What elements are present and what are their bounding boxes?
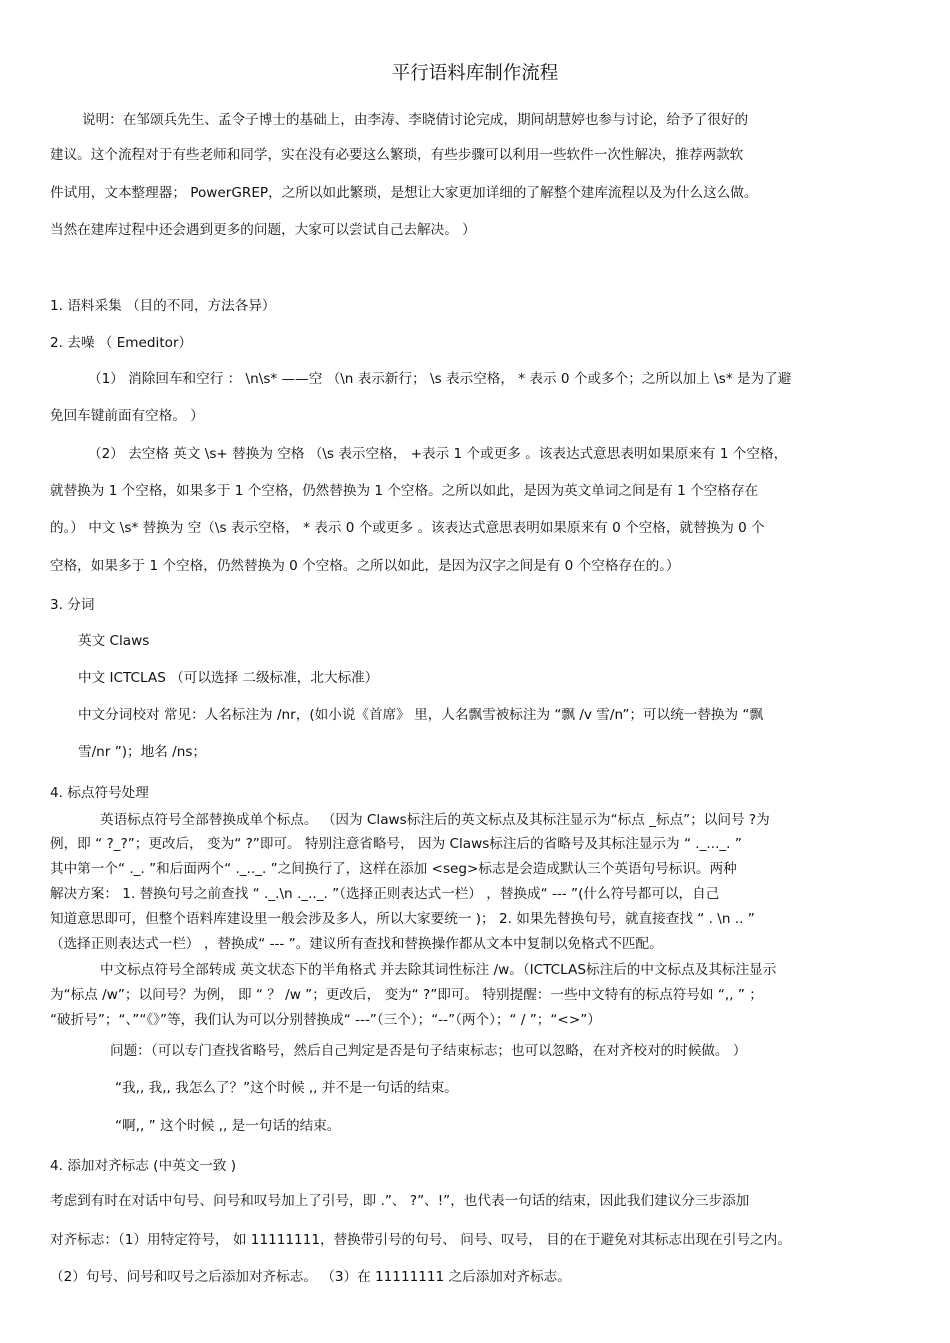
- segment-chinese: 中文 ICTCLAS （可以选择 二级标准，北大标准）: [78, 670, 379, 686]
- intro-line-4: 当然在建库过程中还会遇到更多的问题，大家可以尝试自己去解决。 ）: [50, 222, 476, 238]
- segment-english: 英文 Claws: [78, 633, 150, 649]
- section-5-heading: 4. 添加对齐标志 (中英文一致 ): [50, 1158, 237, 1174]
- denoise-line-4: 就替换为 1 个空格，如果多于 1 个空格，仍然替换为 1 个空格。之所以如此，是因为英文单词之间是有 1 个空格存在: [50, 483, 759, 499]
- question-note: 问题：（可以专门查找省略号，然后自己判定是否是句子结束标志；也可以忽略，在对齐校对的时候做。 ）: [110, 1043, 747, 1059]
- denoise-line-3: （2） 去空格 英文 \s+ 替换为 空格 （\s 表示空格， +表示 1 个或更多 。该表达式意思表明如果原来有 1 个空格，: [88, 446, 788, 462]
- example-line-2: “啊,, ” 这个时候 ,, 是一句话的结束。: [115, 1118, 341, 1134]
- punct-line-6: （选择正则表达式一栏） ，替换成“ --- ”。建议所有查找和替换操作都从文本中复制以免格式不匹配。: [50, 936, 663, 952]
- document-title: 平行语料库制作流程: [391, 63, 559, 84]
- punct-line-1: 英语标点符号全部替换成单个标点。 （因为 Claws标注后的英文标点及其标注显示为“标点 _标点”；以问号 ?为: [100, 812, 770, 828]
- denoise-line-2: 免回车键前面有空格。 ）: [50, 408, 204, 424]
- denoise-line-1: （1） 消除回车和空行 ： \n\s* ——空 （\n 表示新行； \s 表示空格， * 表示 0 个或多个；之所以加上 \s* 是为了避: [88, 371, 792, 387]
- punct-line-7: 中文标点符号全部转成 英文状态下的半角格式 并去除其词性标注 /w。（ICTCLAS标注后的中文标点及其标注显示: [100, 962, 777, 978]
- denoise-line-5: 的。） 中文 \s* 替换为 空（\s 表示空格， * 表示 0 个或更多 。该表达式意思表明如果原来有 0 个空格，就替换为 0 个: [50, 520, 765, 536]
- example-line-1: “我,, 我,, 我怎么了？”这个时候 ,, 并不是一句话的结束。: [115, 1080, 458, 1096]
- segment-check-line-1: 中文分词校对 常见：人名标注为 /nr，(如小说《首席》 里，人名飘雪被标注为 “飘 /v 雪/n”；可以统一替换为 “飘: [78, 707, 764, 723]
- section-2-heading: 2. 去噪 （ Emeditor）: [50, 335, 193, 351]
- align-line-1: 考虑到有时在对话中句号、问号和叹号加上了引号，即 .”、 ?”、!”，也代表一句话的结束，因此我们建议分三步添加: [50, 1193, 750, 1209]
- punct-line-8: 为“标点 /w”；以问号？为例， 即 “ ？ /w ”；更改后， 变为“ ?”即可。 特别提醒：一些中文特有的标点符号如 “,, ” ；: [50, 987, 763, 1003]
- segment-check-line-2: 雪/nr ”)；地名 /ns；: [78, 744, 207, 760]
- intro-line-2: 建议。这个流程对于有些老师和同学，实在没有必要这么繁琐，有些步骤可以利用一些软件一次性解决，推荐两款软: [50, 147, 744, 163]
- intro-line-3: 件试用，文本整理器； PowerGREP，之所以如此繁琐，是想让大家更加详细的了解整个建库流程以及为什么这么做。: [50, 185, 758, 201]
- denoise-line-6: 空格，如果多于 1 个空格，仍然替换为 0 个空格。之所以如此，是因为汉字之间是有 0 个空格存在的。）: [50, 558, 680, 574]
- intro-line-1: 说明：在邹颂兵先生、孟令子博士的基础上，由李涛、李晓倩讨论完成，期间胡慧婷也参与讨论，给予了很好的: [82, 112, 749, 128]
- align-line-2: 对齐标志：（1）用特定符号， 如 11111111，替换带引号的句号、 问号、叹号， 目的在于避免对其标志出现在引号之内。: [50, 1232, 791, 1248]
- section-4-heading: 4. 标点符号处理: [50, 785, 149, 801]
- punct-line-4: 解决方案： 1. 替换句号之前查找 “ ._.\n ._.._. ”（选择正则表达式一栏） ，替换成“ --- ”(什么符号都可以，自己: [50, 886, 720, 902]
- punct-line-3: 其中第一个“ ._. ”和后面两个“ ._.._. ”之间换行了，这样在添加 <seg>标志是会造成默认三个英语句号标识。两种: [50, 861, 737, 877]
- section-3-heading: 3. 分词: [50, 597, 95, 613]
- align-line-3: （2）句号、问号和叹号之后添加对齐标志。 （3）在 11111111 之后添加对齐标志。: [50, 1269, 571, 1285]
- punct-line-2: 例，即 “ ?_?”；更改后， 变为“ ?”即可。 特别注意省略号， 因为 Claws标注后的省略号及其标注显示为 “ ._..._. ”: [50, 836, 742, 852]
- section-1-heading: 1. 语料采集 （目的不同，方法各异）: [50, 298, 276, 314]
- punct-line-5: 知道意思即可，但整个语料库建设里一般会涉及多人，所以大家要统一 )； 2. 如果先替换句号，就直接查找 “ . \n .. ”: [50, 911, 755, 927]
- punct-line-9: “破折号”；“、”“《》”等，我们认为可以分别替换成“ ---”（三个）；“--”（两个）；“ / ”；“<>”）: [50, 1012, 601, 1028]
